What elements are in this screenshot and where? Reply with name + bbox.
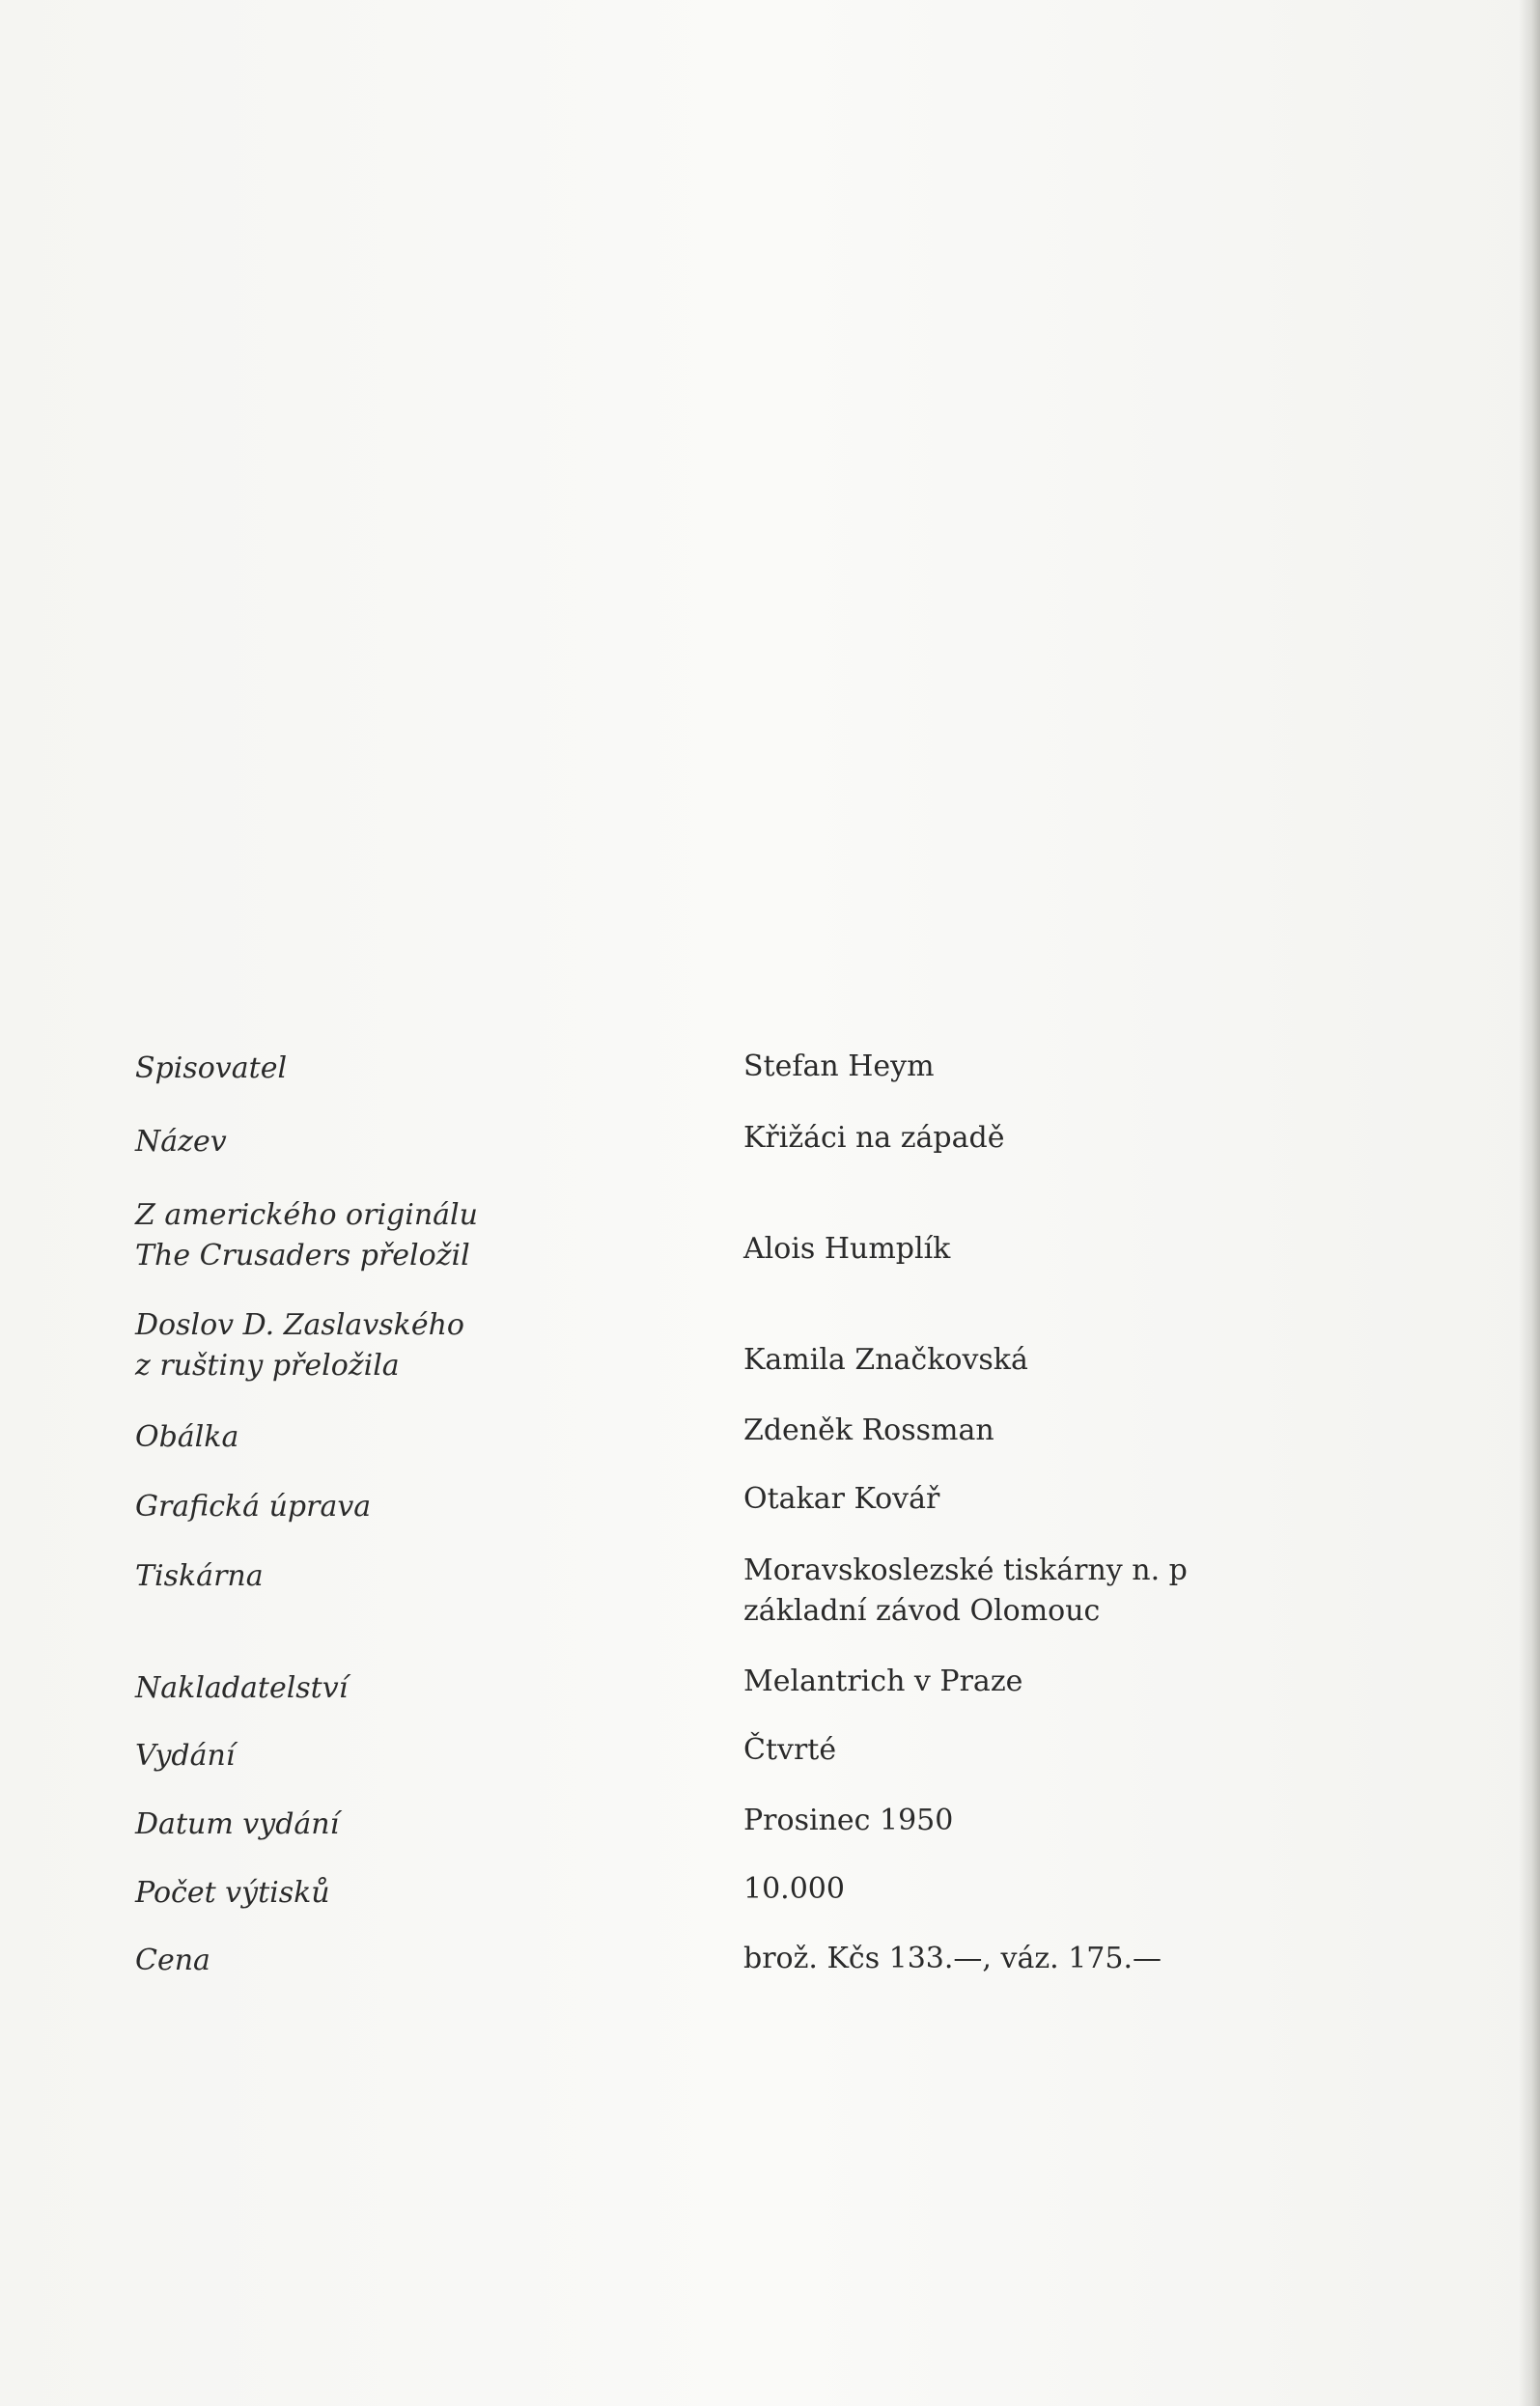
value-vydani [743, 1730, 836, 1771]
label-prelozil [135, 1195, 478, 1276]
value-line: Zdeněk Rossman [743, 1413, 994, 1447]
value-line: základní závod Olomouc [743, 1594, 1101, 1628]
label-line: Grafická úprava [135, 1490, 372, 1524]
value-line: Prosinec 1950 [743, 1804, 954, 1837]
value-nazev [743, 1118, 1004, 1159]
label-vydani [135, 1736, 235, 1777]
value-datum-vydani [743, 1801, 953, 1841]
label-tiskarna [135, 1556, 264, 1597]
label-nakladatelstvi [135, 1668, 348, 1709]
label-graficka-uprava [135, 1487, 371, 1527]
value-line: Alois Humplík [743, 1232, 951, 1266]
label-pocet-vytisku [135, 1873, 330, 1914]
value-obalka [743, 1411, 994, 1451]
label-line: The Crusaders přeložil [135, 1239, 470, 1273]
label-line: Počet výtisků [135, 1876, 330, 1910]
label-line: Obálka [135, 1420, 239, 1454]
label-line: Název [135, 1125, 227, 1159]
label-line: Vydání [135, 1739, 236, 1773]
value-prelozil [743, 1229, 950, 1270]
label-line: Nakladatelství [135, 1671, 349, 1705]
label-line: z ruštiny přeložila [135, 1349, 400, 1383]
value-pocet-vytisku [743, 1869, 845, 1910]
label-line: Spisovatel [135, 1051, 288, 1085]
value-graficka-uprava [743, 1479, 939, 1520]
value-line: Moravskoslezské tiskárny n. p [743, 1553, 1188, 1587]
label-line: Doslov D. Zaslavského [135, 1308, 464, 1342]
label-line: Cena [135, 1944, 210, 1977]
label-line: Datum vydání [135, 1807, 340, 1841]
value-doslov [743, 1340, 1028, 1381]
value-line: Čtvrté [743, 1733, 837, 1767]
value-line: Stefan Heym [743, 1049, 935, 1083]
label-spisovatel [135, 1049, 287, 1089]
value-tiskarna [743, 1551, 1188, 1632]
label-cena [135, 1941, 210, 1981]
label-doslov [135, 1305, 464, 1386]
value-line: 10.000 [743, 1872, 845, 1906]
value-line: Melantrich v Praze [743, 1665, 1023, 1698]
value-line: Otakar Kovář [743, 1482, 940, 1516]
label-obalka [135, 1417, 238, 1458]
value-line: Kamila Značkovská [743, 1343, 1028, 1377]
label-nazev [135, 1122, 227, 1162]
value-line: brož. Kčs 133.—, váz. 175.— [743, 1942, 1162, 1975]
label-line: Tiskárna [135, 1559, 264, 1593]
label-line: Z amerického originálu [135, 1198, 478, 1232]
value-nakladatelstvi [743, 1662, 1022, 1702]
value-line: Křižáci na západě [743, 1121, 1005, 1155]
value-cena [743, 1939, 1162, 1979]
value-spisovatel [743, 1047, 935, 1087]
label-datum-vydani [135, 1804, 339, 1845]
